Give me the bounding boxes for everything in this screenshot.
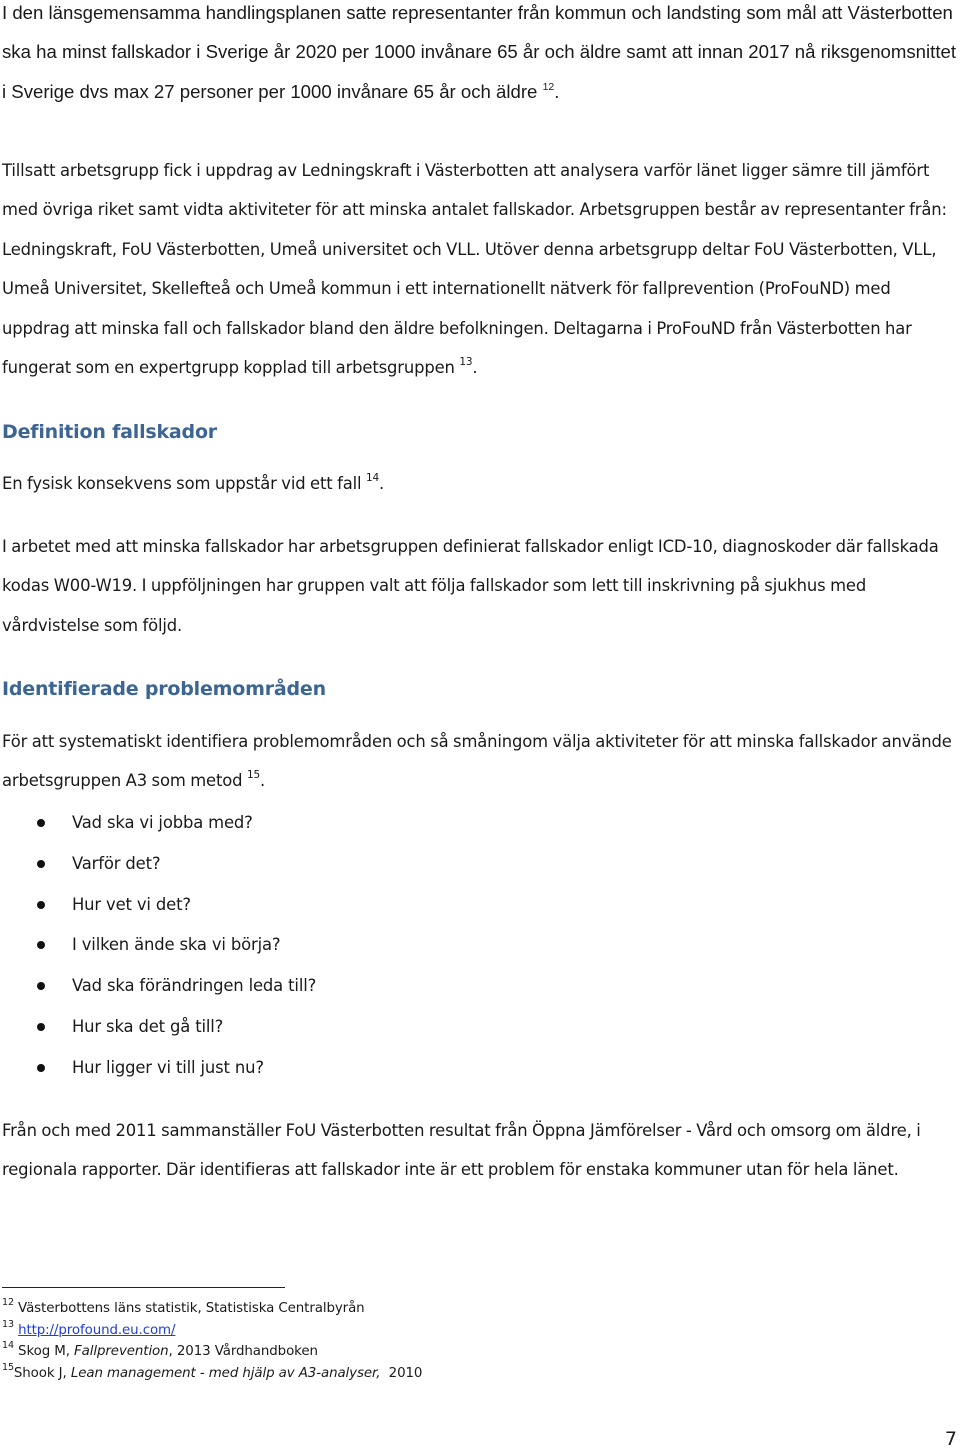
definition-text: En fysisk konsekvens som uppstår vid ett fall (2, 474, 362, 493)
bullet-icon (37, 901, 45, 909)
intro-tail: . (554, 80, 560, 102)
question-text: Hur ska det gå till? (72, 1016, 224, 1036)
footnote-text: Västerbottens läns statistik, Statistiska Centralbyrån (13, 1301, 365, 1316)
footnote-text: 2010 (380, 1366, 423, 1382)
list-item (2, 1048, 316, 1089)
list-item (2, 885, 316, 926)
problems-heading: Identifierade problemområden (2, 678, 326, 700)
intro-text: I den länsgemensamma handlingsplanen satte representanter från kommun och landsting som mål att Västerbotten ska ha minst fallskador i Sverige år 2020 per 1000 invånare 65 år och äldre samt att innan 2017 nå riksgenomsnittet i Sverige dvs max 27 personer per 1000 invånare 65 år och äldre (2, 2, 956, 102)
question-text: Hur vet vi det? (72, 894, 191, 914)
bullet-icon (37, 982, 45, 990)
question-text: Vad ska förändringen leda till? (72, 976, 317, 996)
bullet-icon (37, 819, 45, 827)
workgroup-paragraph (2, 151, 957, 387)
bullet-icon (37, 860, 45, 868)
bullet-icon (37, 941, 45, 949)
list-item (2, 1007, 316, 1048)
footnote-ref-14[interactable]: 14 (365, 472, 380, 484)
list-item (2, 803, 316, 844)
definition-heading: Definition fallskador (2, 421, 217, 443)
footnote-title: Lean management - med hjälp av A3-analyser, (70, 1366, 381, 1382)
page-number: 7 (944, 1428, 957, 1450)
footnote-text: , 2013 Vårdhandboken (168, 1344, 318, 1360)
closing-paragraph: Från och med 2011 sammanställer FoU Västerbotten resultat från Öppna Jämförelser - Vård och omsorg om äldre, i regionala rapporter. Där identifieras att fallskador inte är ett problem för enstaka kommuner utan för hela länet. (2, 1121, 921, 1180)
footnotes-list (2, 1297, 422, 1384)
workgroup-tail: . (472, 358, 478, 378)
question-list (2, 803, 316, 1089)
footnote-ref-15[interactable]: 15 (246, 769, 260, 782)
definition-paragraph (2, 464, 957, 503)
footnote-title: Fallprevention (74, 1344, 169, 1360)
footnote-text: Skog M, (13, 1344, 75, 1360)
footnote-divider (2, 1287, 285, 1288)
workgroup-text: Tillsatt arbetsgrupp fick i uppdrag av Ledningskraft i Västerbotten att analysera varför länet ligger sämre till jämfört med övriga riket samt vidta aktiviteter för att minska antalet fallskador. Arbetsgruppen består av representanter från: Ledningskraft, FoU Västerbotten, Umeå universitet och VLL. Utöver denna arbetsgrupp deltar FoU Västerbotten, VLL, Umeå Universitet, Skellefteå och Umeå kommun i ett internationellt nätverk för fallprevention (ProFouND) med uppdrag att minska fall och fallskador bland den äldre befolkningen. Deltagarna i ProFouND från Västerbotten har fungerat som en expertgrupp kopplad till arbetsgruppen (2, 161, 947, 378)
footnote-ref-12[interactable]: 12 (542, 80, 555, 93)
question-text: I vilken ände ska vi börja? (72, 935, 281, 955)
question-text: Varför det? (72, 853, 161, 873)
problems-text: För att systematiskt identifiera problemområden och så småningom välja aktiviteter för att minska fallskador använde arbetsgruppen A3 som metod (2, 732, 952, 791)
footnote-number: 14 (2, 1340, 14, 1352)
profound-link[interactable]: http://profound.eu.com/ (18, 1322, 176, 1338)
intro-paragraph (2, 0, 957, 111)
problems-paragraph (2, 722, 957, 801)
list-item (2, 966, 316, 1007)
footnote-number: 13 (2, 1318, 14, 1330)
question-text: Hur ligger vi till just nu? (72, 1057, 264, 1077)
bullet-icon (37, 1023, 45, 1031)
list-item (2, 844, 316, 885)
footnote-text: Shook J, (13, 1366, 71, 1382)
list-item (2, 925, 316, 966)
footnote-12 (2, 1297, 422, 1319)
footnote-14 (2, 1340, 422, 1362)
footnote-15 (2, 1362, 422, 1384)
icd-paragraph: I arbetet med att minska fallskador har arbetsgruppen definierat fallskador enligt ICD-10, diagnoskoder där fallskada kodas W00-W19. I uppföljningen har gruppen valt att följa fallskador som lett till inskrivning på sjukhus med vårdvistelse som följd. (2, 537, 939, 635)
footnote-13 (2, 1319, 422, 1341)
definition-tail: . (379, 474, 385, 493)
problems-tail: . (260, 771, 266, 791)
footnote-ref-13[interactable]: 13 (459, 356, 473, 369)
question-text: Vad ska vi jobba med? (72, 813, 253, 832)
bullet-icon (37, 1064, 45, 1072)
footnote-number: 15 (2, 1362, 14, 1374)
footnote-number: 12 (2, 1297, 14, 1308)
